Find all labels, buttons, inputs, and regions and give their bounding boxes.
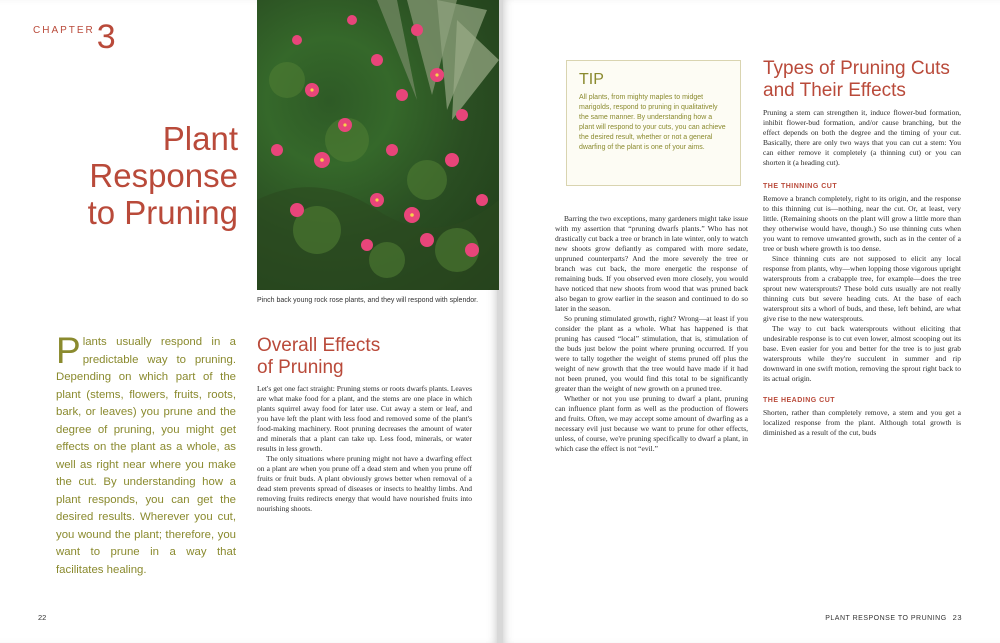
- body-paragraph: Barring the two exceptions, many gardeners might take issue with my assertion that “pruning dwarfs plants.” Who has not drastically cut back a tree or branch in late winter, only to watch new shoots grow defiantly as compared with more sedate, unpruned counterparts? And the more severely the tree or branch was cut back, the more energetic the response of remaining buds. If you observed even more closely, you would have noticed that new shoots from wood that was pruned back also began to grow earlier in the season and continued to do so later in the season.: [555, 214, 748, 313]
- left-page: [0, 0, 497, 643]
- heading-line: and Their Effects: [763, 80, 906, 101]
- heading-line: of Pruning: [257, 357, 344, 378]
- section-heading-types-of-cuts: [763, 58, 950, 102]
- types-of-cuts-body: [763, 108, 961, 438]
- title-line: Response: [89, 157, 238, 194]
- tip-box: [566, 60, 741, 186]
- section-heading-overall-effects: [257, 335, 380, 379]
- subheading-thinning-cut: THE THINNING CUT: [763, 183, 838, 190]
- heading-line: Types of Pruning Cuts: [763, 58, 950, 79]
- body-paragraph: Pruning a stem can strengthen it, induce flower-bud formation, inhibit flower-bud formation, and/or cause branching, but the effect depends on both the degree and the timing of your cut. Basically, there are only two ways that you can cut a stem: You can either remove it completely (a thinning cut) or you can shorten it (a heading cut).: [763, 108, 961, 167]
- chapter-number: 3: [96, 18, 116, 56]
- body-paragraph: Since thinning cuts are not supposed to elicit any local response from plants, why—when lopping those vigorous upright watersprouts from a crabapple tree, for example—does the tree sprout new watersprouts? These bold cuts usually are not really thinning cuts but severe heading cuts. At the base of each watersprout sits a whorl of buds, and these, left behind, are what give rise to the new watersprouts.: [763, 254, 961, 323]
- body-paragraph: Let's get one fact straight: Pruning stems or roots dwarfs plants. Leaves are what make food for a plant, and the stems are one place in which plants squirrel away food for later use. Cut away a stem or leaf, and you have left the plant with less food and removed some of the plant's food-making machinery. Root pruning decreases the amount of water and minerals that a plant can take up. Less food, minerals, or water results in less growth.: [257, 384, 472, 453]
- drop-cap: P: [56, 330, 81, 371]
- title-line: Plant: [162, 120, 238, 157]
- chapter-word: CHAPTER: [33, 25, 95, 36]
- body-paragraph: The only situations where pruning might not have a dwarfing effect on a plant are when you prune off a dead stem and when you prune off fruits or fruit buds. A plant obviously grows better when removal of a dead stem prevents spread of diseases or insects to healthy limbs. And removing fruits redirects energy that would have nourished fruits into nourishing shoots.: [257, 454, 472, 513]
- body-paragraph: Whether or not you use pruning to dwarf a plant, pruning can influence plant form as well as the production of flowers and fruits. Often, we may accept some amount of dwarfing as a necessary evil just because we want to prune for other effects, unless, of course, we're pruning specifically to dwarf a plant, in which case the effect is not “evil.”: [555, 394, 748, 453]
- page-number-right: 23: [952, 613, 962, 622]
- body-paragraph: Remove a branch completely, right to its origin, and the response to this thinning cut is—nothing, near the cut. Or, at least, very little. (Remaining shoots on the plant will grow a little more than they otherwise would have, though.) So use thinning cuts when you want to remove unwanted growth, such as in the center of a tree or bush where growth is too dense.: [763, 194, 961, 253]
- page-number-left: 22: [38, 613, 47, 622]
- intro-paragraph: [56, 330, 236, 579]
- title-line: to Pruning: [87, 194, 238, 231]
- body-paragraph: The way to cut back watersprouts without eliciting that undesirable response is to cut even lower, almost scooping out its base. Even easier for you and better for the tree is to just grab watersprouts while they're succulent in summer and rip downward in one swift motion, removing the sprout right back to its actual origin.: [763, 324, 961, 383]
- running-footer: [825, 613, 962, 622]
- running-head: PLANT RESPONSE TO PRUNING: [825, 615, 947, 622]
- body-paragraph: Shorten, rather than completely remove, a stem and you get a localized response from the plant. Although total growth is diminished as a result of the cut, buds: [763, 408, 961, 437]
- rock-rose-illustration: [257, 0, 499, 290]
- body-paragraph: So pruning stimulated growth, right? Wrong—at least if you consider the plant as a whole. What has happened is that pruning has caused “local” stimulation, that is, stimulation of the buds just below the point where pruning occurred. If you were to tally together the weight of stems pruned off plus the weight of new growth that the tree would have made if it had not been pruned, you would find this total to be significantly greater than the weight of new growth on a pruned tree.: [555, 314, 748, 393]
- subheading-heading-cut: THE HEADING CUT: [763, 397, 836, 404]
- photo-caption: Pinch back young rock rose plants, and they will respond with splendor.: [257, 297, 479, 304]
- intro-text: lants usually respond in a predictable way to pruning. Depending on which part of the plant (stems, flowers, fruits, roots, bark, or leaves) you prune and the degree of pruning, you might get effects on the plant as a whole, as well as right near where you make the cut. By understanding how a plant responds, you can get the desired results. Wherever you cut, you wound the plant; therefore, you want to prune in a way that facilitates healing.: [56, 336, 236, 576]
- heading-line: Overall Effects: [257, 335, 381, 356]
- chapter-label: [33, 18, 116, 57]
- tip-label: TIP: [579, 71, 604, 88]
- middle-column-body: [555, 214, 748, 454]
- chapter-title: [60, 120, 238, 231]
- rock-rose-photo: [257, 0, 499, 290]
- right-page: [503, 0, 1000, 643]
- tip-text: All plants, from mighty maples to midget marigolds, respond to pruning in qualitatively the same manner. By understanding how a plant will respond to your cuts, you can achieve the desired result, whether or not a general dwarfing of the plant is one of your aims.: [579, 94, 726, 151]
- overall-effects-body: [257, 384, 472, 514]
